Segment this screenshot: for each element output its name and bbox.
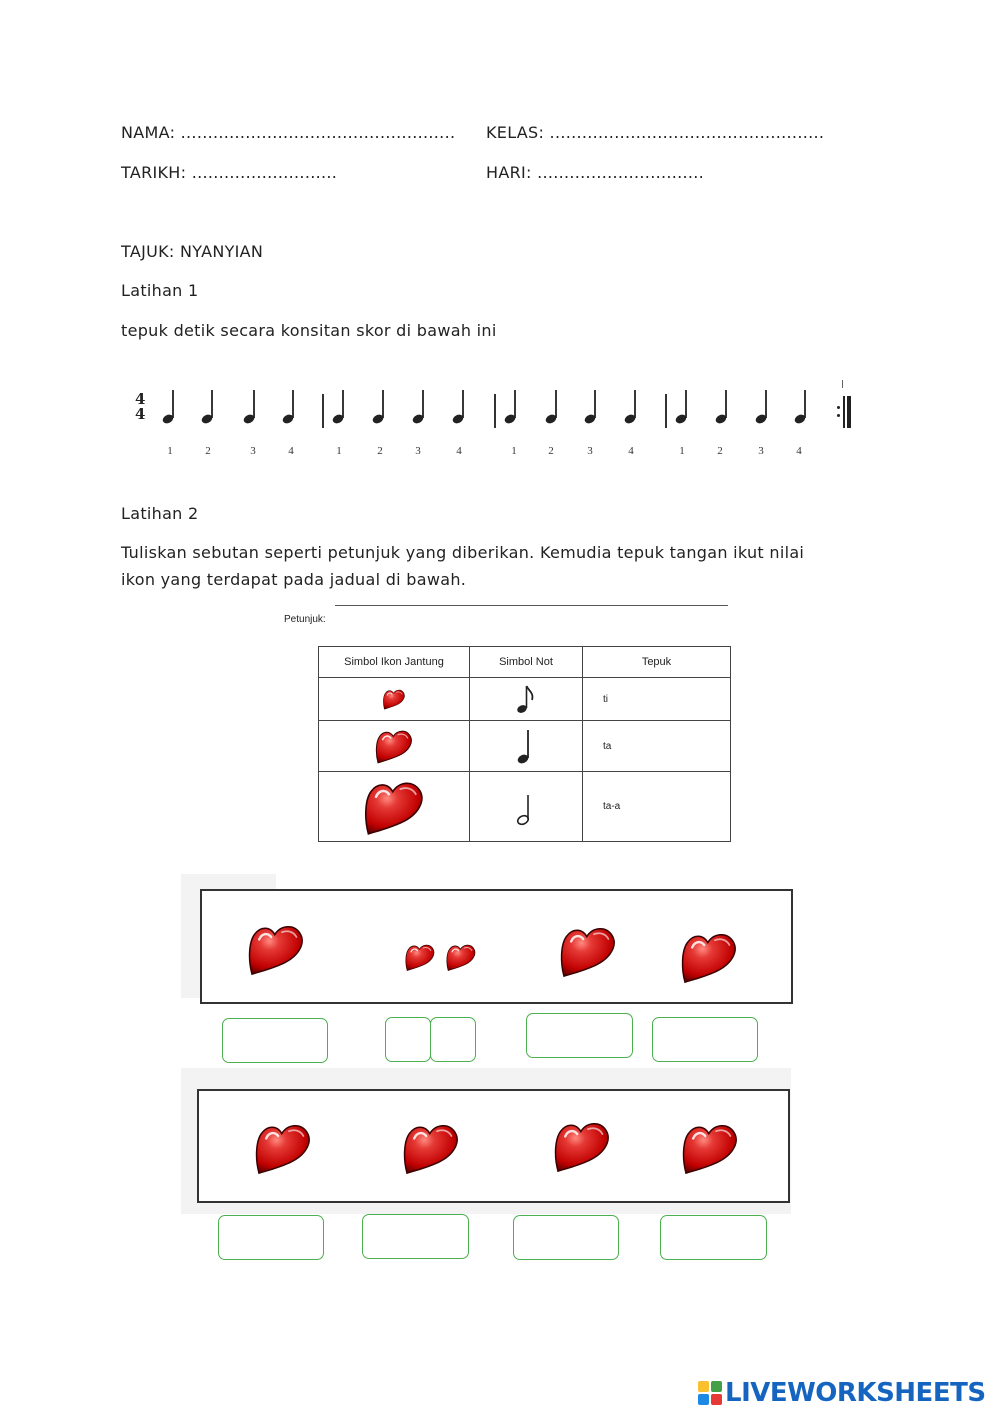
answer-input[interactable] (661, 1216, 770, 1261)
answer-box[interactable] (385, 1017, 431, 1062)
crotchet-note (199, 386, 221, 426)
large-heart-icon (552, 1116, 612, 1176)
table-header-clap: Tepuk (583, 647, 731, 678)
crotchet-note (673, 386, 695, 426)
answer-box[interactable] (660, 1215, 767, 1260)
petunjuk-label: Petunjuk: (284, 614, 326, 625)
exercise-2-instruction-line2: ikon yang terdapat pada jadual di bawah. (121, 570, 467, 589)
crotchet-note (280, 386, 302, 426)
small-heart-icon (382, 687, 406, 711)
end-bar-thick (847, 396, 851, 428)
beat-number: 2 (717, 445, 723, 457)
beat-number: 3 (415, 445, 421, 457)
table-cell-heart (319, 772, 470, 842)
table-cell-heart (319, 678, 470, 721)
repeat-dot (837, 406, 840, 409)
time-signature (135, 392, 145, 422)
quaver-note-icon (515, 683, 537, 715)
beat-number: 1 (336, 445, 342, 457)
table-header-heart-symbol: Simbol Ikon Jantung (319, 647, 470, 678)
answer-input[interactable] (386, 1018, 434, 1063)
legend-table (318, 646, 731, 842)
small-heart-icon (445, 938, 477, 976)
table-cell-note (470, 772, 583, 842)
table-cell-clap: ti (583, 678, 731, 721)
table-cell-clap: ta-a (583, 772, 731, 842)
crotchet-note (160, 386, 182, 426)
heart-rhythm-frame-1 (200, 889, 793, 1004)
beat-number: 2 (377, 445, 383, 457)
beat-number: 1 (679, 445, 685, 457)
repeat-dot (837, 414, 840, 417)
petunjuk-underline (335, 605, 728, 606)
bar-line (494, 394, 496, 428)
answer-input[interactable] (431, 1018, 479, 1063)
answer-input[interactable] (363, 1215, 472, 1260)
date-field-label: TARIKH: ........................... (121, 163, 338, 182)
medium-heart-icon (374, 726, 414, 766)
beat-number: 3 (250, 445, 256, 457)
large-heart-icon (680, 1118, 740, 1178)
answer-box[interactable] (513, 1215, 619, 1260)
crotchet-note (370, 386, 392, 426)
table-header-note-symbol: Simbol Not (470, 647, 583, 678)
exercise-2-instruction-line1: Tuliskan sebutan seperti petunjuk yang diberikan. Kemudia tepuk tangan ikut nilai (121, 543, 805, 562)
crotchet-note (792, 386, 814, 426)
beat-number: 4 (628, 445, 634, 457)
table-cell-note (470, 721, 583, 772)
exercise-2-heading: Latihan 2 (121, 504, 199, 523)
large-heart-icon (253, 1118, 313, 1178)
beat-number: 4 (796, 445, 802, 457)
large-heart-icon (246, 919, 306, 979)
answer-box[interactable] (218, 1215, 324, 1260)
crotchet-note (241, 386, 263, 426)
crotchet-note (753, 386, 775, 426)
crotchet-note-icon (515, 726, 537, 766)
table-cell-note (470, 678, 583, 721)
liveworksheets-logo-icon (697, 1380, 723, 1406)
beat-number: 3 (758, 445, 764, 457)
large-heart-icon (558, 921, 618, 981)
heart-rhythm-frame-2 (197, 1089, 790, 1203)
answer-box[interactable] (222, 1018, 328, 1063)
crotchet-note (410, 386, 432, 426)
end-bar-thin (843, 396, 845, 428)
answer-box[interactable] (362, 1214, 469, 1259)
answer-input[interactable] (527, 1014, 636, 1059)
brand-name: LIVEWORKSHEETS (725, 1378, 986, 1408)
crotchet-note (543, 386, 565, 426)
beat-number: 1 (511, 445, 517, 457)
beat-number: 4 (456, 445, 462, 457)
crotchet-note (450, 386, 472, 426)
end-bar-tick (842, 380, 843, 388)
beat-number: 1 (167, 445, 173, 457)
answer-input[interactable] (219, 1216, 327, 1261)
class-field-label: KELAS: ................................................... (486, 123, 825, 142)
page-title: TAJUK: NYANYIAN (121, 242, 264, 261)
answer-box[interactable] (430, 1017, 476, 1062)
answer-input[interactable] (653, 1018, 761, 1063)
crotchet-note (502, 386, 524, 426)
crotchet-note (330, 386, 352, 426)
beat-number: 2 (205, 445, 211, 457)
large-heart-icon (401, 1118, 461, 1178)
crotchet-note (582, 386, 604, 426)
small-heart-icon (404, 938, 436, 976)
table-cell-clap: ta (583, 721, 731, 772)
answer-box[interactable] (526, 1013, 633, 1058)
bar-line (322, 394, 324, 428)
exercise-1-heading: Latihan 1 (121, 281, 199, 300)
name-field-label: NAMA: ................................................... (121, 123, 456, 142)
answer-input[interactable] (514, 1216, 622, 1261)
beat-number: 4 (288, 445, 294, 457)
beat-number: 2 (548, 445, 554, 457)
minim-note-icon (515, 787, 537, 827)
rhythm-score (130, 378, 870, 468)
brand-logo[interactable] (697, 1377, 986, 1409)
table-cell-heart (319, 721, 470, 772)
crotchet-note (622, 386, 644, 426)
crotchet-note (713, 386, 735, 426)
large-heart-icon (679, 927, 739, 987)
day-field-label: HARI: ............................... (486, 163, 705, 182)
large-heart-icon (362, 775, 426, 839)
time-signature-bottom: 4 (135, 405, 146, 423)
beat-number: 3 (587, 445, 593, 457)
exercise-1-instruction: tepuk detik secara konsitan skor di bawah ini (121, 321, 497, 340)
answer-input[interactable] (223, 1019, 331, 1064)
time-signature-top: 4 (135, 390, 146, 408)
bar-line (665, 394, 667, 428)
answer-box[interactable] (652, 1017, 758, 1062)
